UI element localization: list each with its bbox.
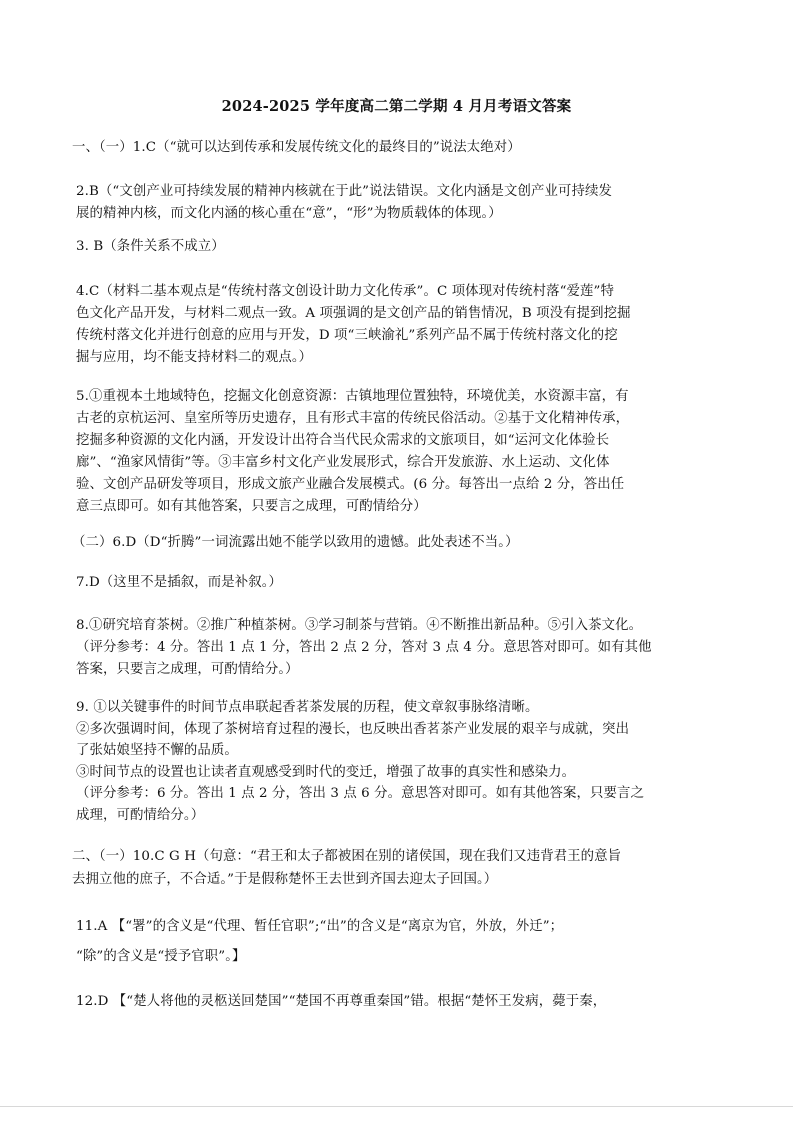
- page-bottom-divider: [0, 1106, 793, 1107]
- answer-line: （二）6.D（D“折腾”一词流露出她不能学以致用的遗憾。此处表述不当。）: [72, 535, 519, 550]
- answer-line: 掘与应用，均不能支持材料二的观点。）: [76, 350, 313, 365]
- answer-line: ②多次强调时间，体现了茶树培育过程的漫长，也反映出香茗茶产业发展的艰辛与成就，突出: [76, 721, 630, 737]
- answer-line: 11.A 【“署”的含义是“代理、暂任官职”;“出”的含义是“离京为官，外放，外迁”；: [76, 919, 564, 934]
- answer-line: （评分参考：4 分。答出 1 点 1 分，答出 2 点 2 分，答对 3 点 4 分。意思答对即可。如有其他: [76, 640, 652, 655]
- answer-q4: [76, 281, 736, 369]
- answer-q2: [76, 181, 736, 225]
- answer-q10: [72, 846, 732, 891]
- answer-q11: [76, 916, 736, 938]
- answer-line: ③时间节点的设置也让读者直观感受到时代的变迁，增强了故事的真实性和感染力。: [76, 764, 576, 780]
- answer-line: （评分参考：6 分。答出 1 点 2 分，答出 3 点 6 分。意思答对即可。如有其他答案，只要言之: [76, 786, 644, 801]
- answer-line: 成理，可酌情给分。）: [76, 807, 205, 823]
- answer-line: “除”的含义是“授予官职”。】: [76, 949, 246, 964]
- answer-line: 7.D（这里不是插叙，而是补叙。）: [76, 575, 282, 590]
- answer-line: 8.①研究培育茶树。②推广种植茶树。③学习制茶与营销。④不断推出新品种。⑤引入茶文化。: [76, 618, 643, 633]
- answer-line: 挖掘多种资源的文化内涵，开发设计出符合当代民众需求的文旅项目，如“运河文化体验长: [76, 433, 610, 448]
- answer-q8: [76, 615, 736, 681]
- answer-line: 二、（一）10.C G H（句意：“君王和太子都被困在别的诸侯国，现在我们又违背君王的意旨: [72, 849, 622, 864]
- answer-line: 展的精神内核，而文化内涵的核心重在“意”，“形”为物质载体的体现。）: [76, 206, 502, 221]
- answer-q6: [72, 532, 732, 554]
- answer-line: 色文化产品开发，与材料二观点一致。A 项强调的是文创产品的销售情况，B 项没有提到挖掘: [76, 306, 631, 321]
- answer-line: 验、文创产品研发等项目，形成文旅产业融合发展模式。(6 分。每答出一点给 2 分，答出任: [76, 477, 625, 492]
- answer-line: 一、（一）1.C（“就可以达到传承和发展传统文化的最终目的”说法太绝对）: [72, 140, 521, 155]
- page-title: 2024-2025 学年度高二第二学期 4 月月考语文答案: [221, 98, 572, 115]
- answer-q12: [76, 991, 736, 1013]
- answer-line: 答案，只要言之成理，可酌情给分。）: [76, 662, 299, 677]
- answer-line: 了张姑娘坚持不懈的品质。: [76, 743, 238, 758]
- answer-line: 去拥立他的庶子，不合适。”于是假称楚怀王去世到齐国去迎太子回国。）: [72, 871, 498, 887]
- answer-q1: [72, 137, 732, 159]
- answer-line: 5.①重视本土地域特色，挖掘文化创意资源：古镇地理位置独特，环境优美，水资源丰富，有: [76, 389, 629, 404]
- answer-line: 3. B（条件关系不成立）: [76, 239, 225, 254]
- answer-line: 传统村落文化并进行创意的应用与开发，D 项“三峡渝礼”系列产品不属于传统村落文化的挖: [76, 328, 618, 343]
- answer-line: 廊”、“渔家风情街”等。③丰富乡村文化产业发展形式，综合开发旅游、水上运动、文化体: [76, 455, 610, 470]
- answer-q9: [76, 697, 736, 826]
- answer-line: 2.B（“文创产业可持续发展的精神内核就在于此”说法错误。文化内涵是文创产业可持续发: [76, 184, 612, 199]
- answer-q7: [76, 572, 736, 594]
- answer-line: 意三点即可。如有其他答案，只要言之成理，可酌情给分）: [76, 499, 427, 514]
- answer-q5: [76, 386, 736, 518]
- answer-line: 4.C（材料二基本观点是“传统村落文创设计助力文化传承”。C 项体现对传统村落“爱莲”特: [76, 284, 614, 299]
- answer-line: 12.D 【“楚人将他的灵柩送回楚国”“楚国不再尊重秦国”错。根据“楚怀王发病，薨于秦，: [76, 994, 607, 1009]
- answer-q3: [76, 236, 736, 258]
- answer-line: 9. ①以关键事件的时间节点串联起香茗茶发展的历程，使文章叙事脉络清晰。: [76, 700, 539, 715]
- answer-line: 古老的京杭运河、皇室所等历史遗存，且有形式丰富的传统民俗活动。②基于文化精神传承，: [76, 411, 630, 426]
- answer-q11-cont: [76, 946, 736, 968]
